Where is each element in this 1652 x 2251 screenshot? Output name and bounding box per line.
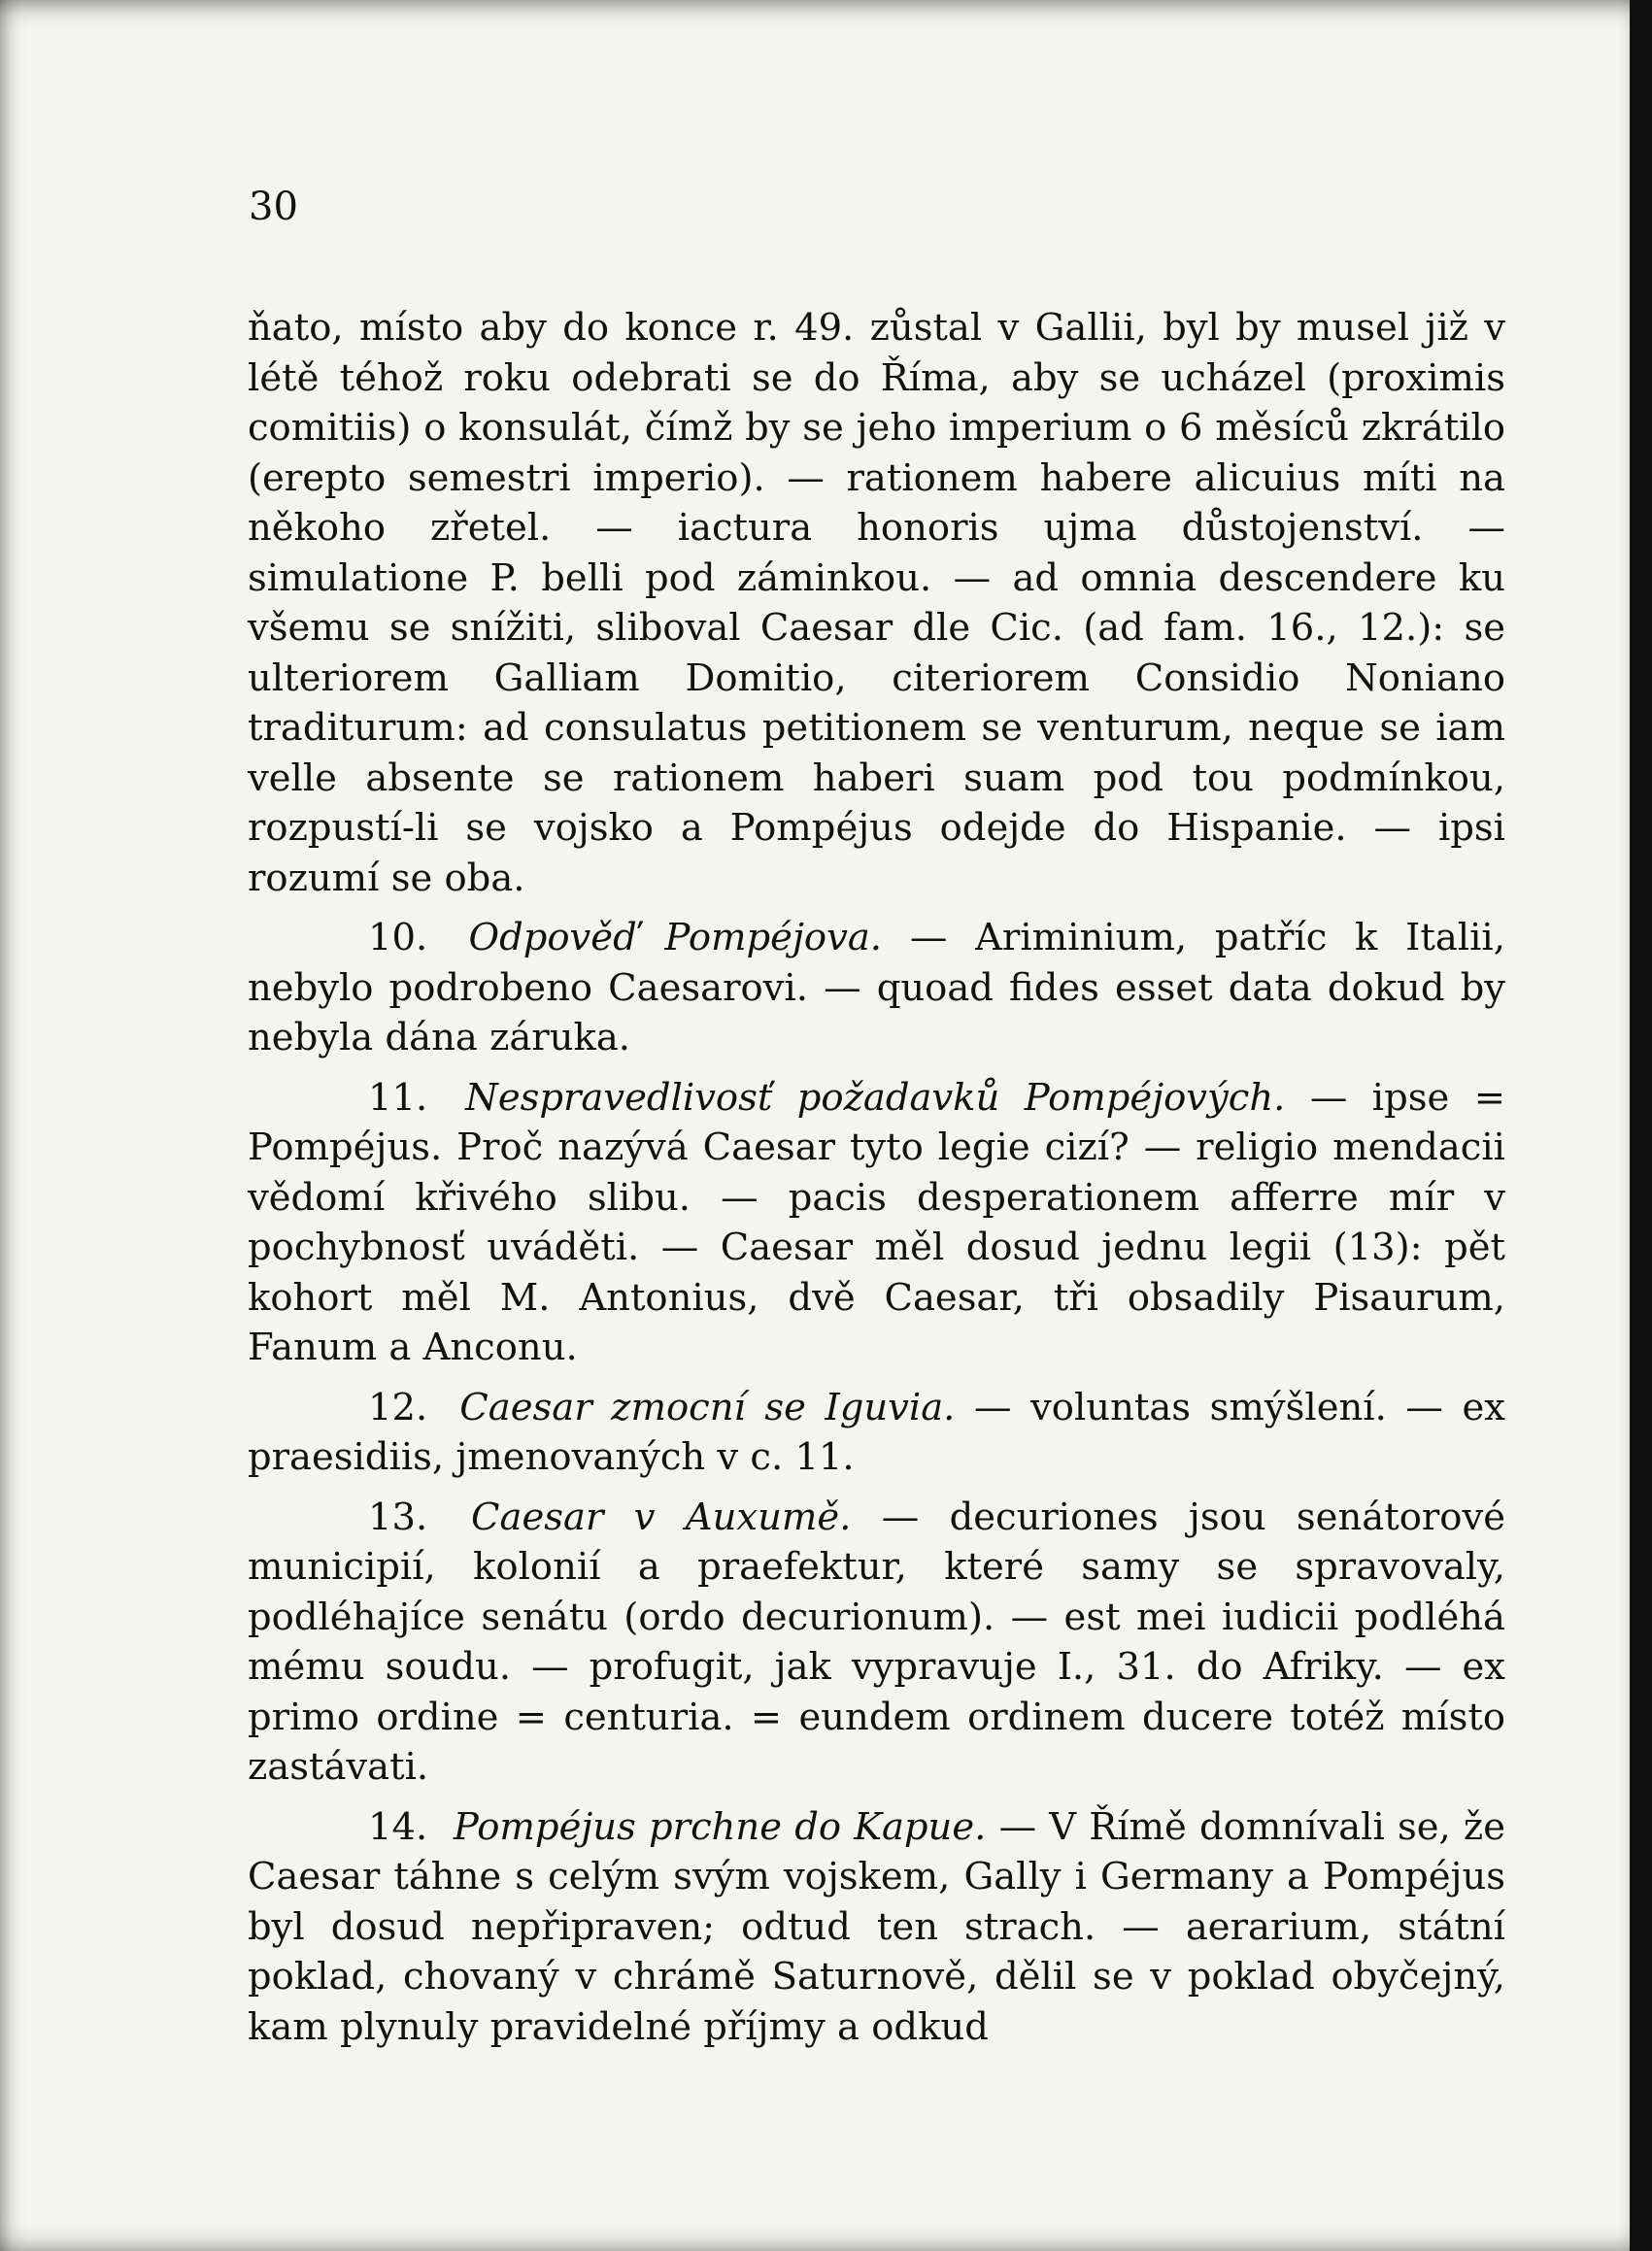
section-text: — V Římě domnívali se, že Caesar táhne s celým svým vojskem, Gally i Germany a Pompéjus byl dosud nepřipraven; odtud ten strach. — aerarium, státní poklad, chovaný v chrámě Saturnově, dělil se v poklad obyčejný, kam plynuly pravidelné příjmy a odkud — [248, 1804, 1505, 2049]
section-paragraph — [248, 1802, 1505, 2053]
intro-paragraph: ňato, místo aby do konce r. 49. zůstal v Gallii, byl by musel již v létě téhož roku odebrati se do Říma, aby se ucházel (proximis comitiis) o konsulát, čímž by se jeho imperium o 6 měsíců zkrátilo (erepto semestri imperio). — rationem habere alicuius míti na někoho zřetel. — iactura honoris ujma důstojenství. — simulatione P. belli pod záminkou. — ad omnia descendere ku všemu se snížiti, sliboval Caesar dle Cic. (ad fam. 16., 12.): se ulteriorem Galliam Domitio, citeriorem Considio Noniano traditurum: ad consulatus petitionem se venturum, neque se iam velle absente se rationem haberi suam pod tou podmínkou, rozpustí-li se vojsko a Pompéjus odejde do Hispanie. — ipsi rozumí se oba. — [248, 306, 1505, 900]
section-text: — voluntas smýšlení. — ex praesidiis, jmenovaných v c. 11. — [248, 1385, 1505, 1479]
section-paragraph — [248, 1383, 1505, 1483]
section-heading: Caesar zmocní se Iguvia. — [459, 1385, 956, 1429]
section-heading: Pompéjus prchne do Kapue. — [453, 1804, 987, 1849]
section-number: 11. — [368, 1075, 428, 1120]
scan-edge — [1630, 0, 1652, 2251]
section-number: 14. — [368, 1804, 428, 1849]
section-number: 10. — [368, 916, 428, 959]
body-text — [248, 303, 1505, 2052]
section-heading: Odpověď Pompéjova. — [468, 916, 883, 959]
section-number: 12. — [368, 1385, 428, 1429]
page-number: 30 — [249, 185, 298, 229]
section-text: — decuriones jsou senátorové municipií, kolonií a praefektur, které samy se spravovaly, podléhajíce senátu (ordo decurionum). — est mei iudicii podléhá mému soudu. — profugit, jak vypravuje I., 31. do Afriky. — ex primo ordine = centuria. = eundem ordinem ducere totéž místo zastávati. — [248, 1495, 1505, 1789]
section-paragraph — [248, 913, 1505, 1063]
section-text: — Ariminium, patříc k Italii, nebylo podrobeno Caesarovi. — quoad fides esset data dokud by nebyla dána záruka. — [248, 916, 1505, 1059]
section-text: — ipse = Pompéjus. Proč nazývá Caesar tyto legie cizí? — religio mendacii vědomí křivého slibu. — pacis desperationem afferre mír v pochybnosť uváděti. — Caesar měl dosud jednu legii (13): pět kohort měl M. Antonius, dvě Caesar, tři obsadily Pisaurum, Fanum a Anconu. — [248, 1075, 1505, 1369]
section-paragraph — [248, 1493, 1505, 1793]
section-number: 13. — [368, 1495, 428, 1539]
section-paragraph — [248, 1073, 1505, 1373]
section-heading: Nespravedlivosť požadavků Pompéjových. — [465, 1075, 1286, 1120]
section-heading: Caesar v Auxumě. — [471, 1495, 852, 1539]
